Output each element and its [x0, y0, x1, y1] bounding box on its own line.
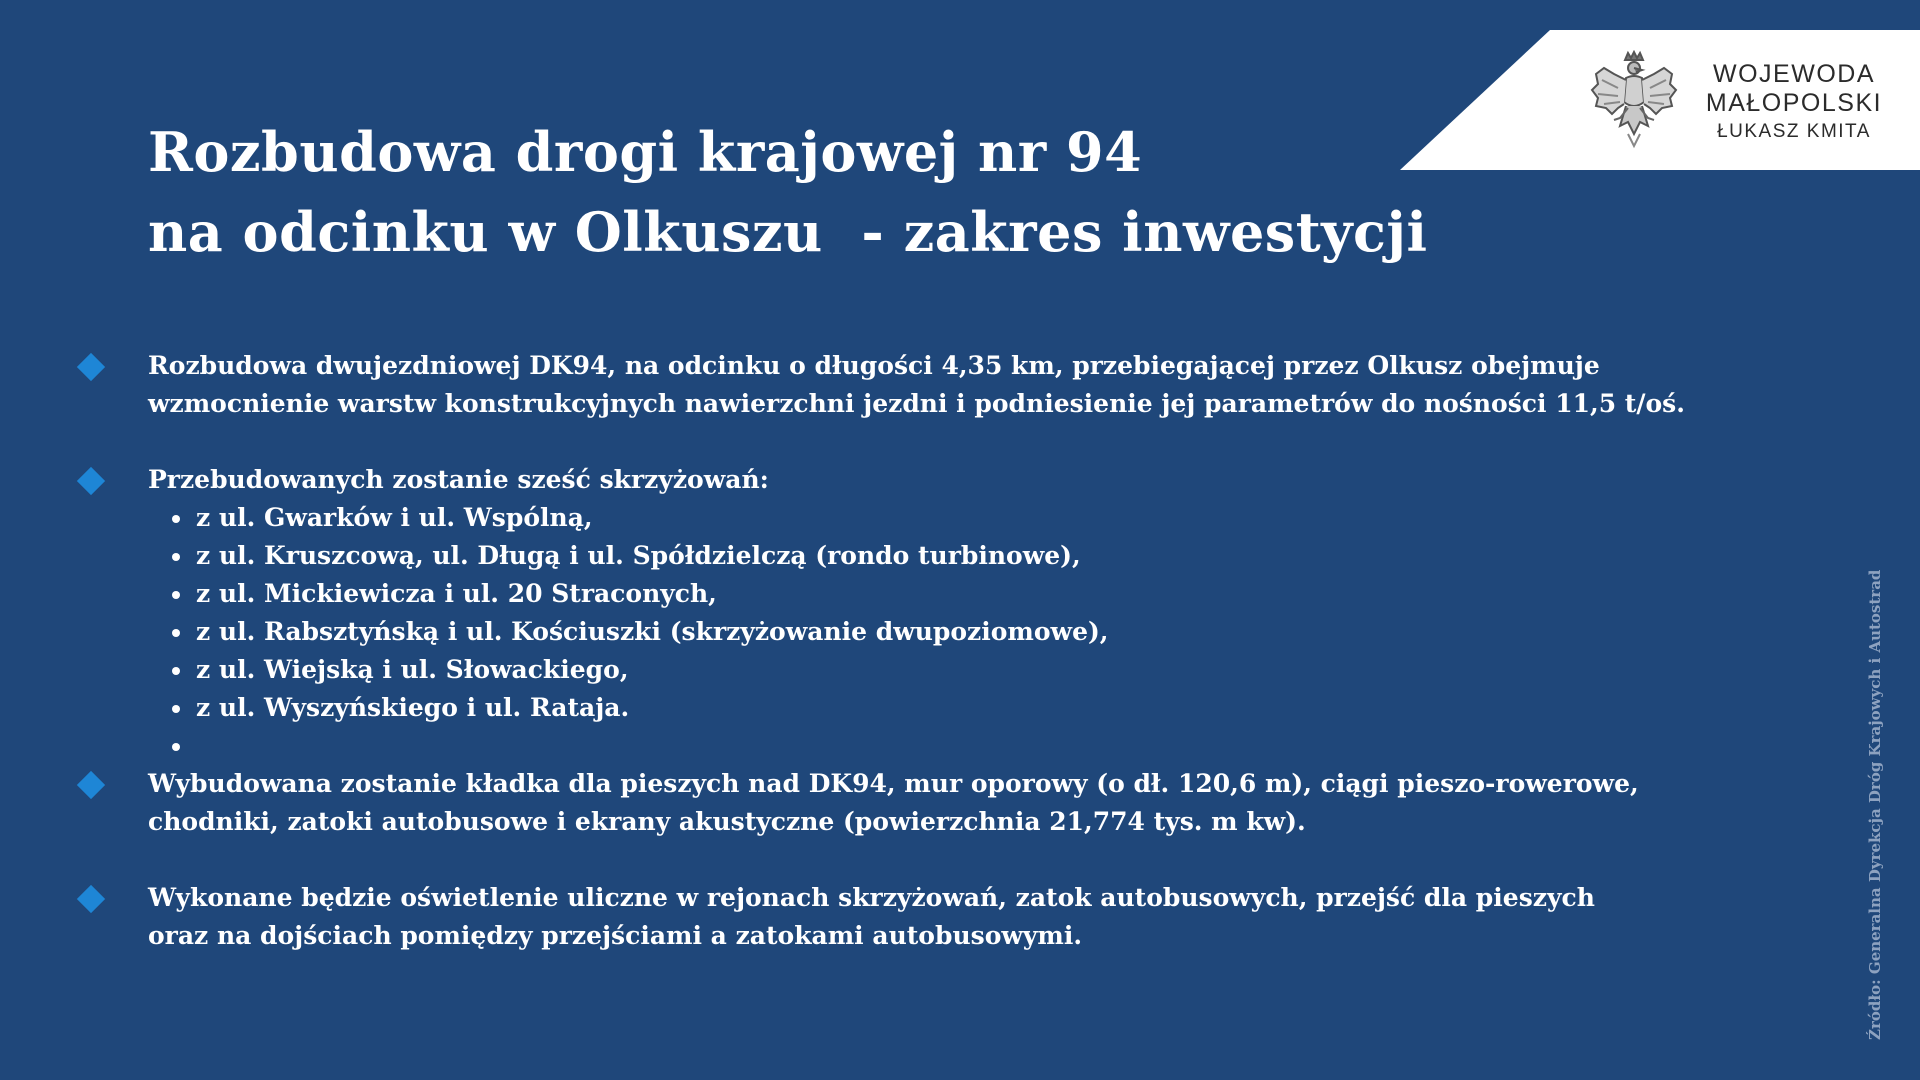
page-title: [148, 112, 1427, 272]
item-text-line: Rozbudowa dwujezdniowej DK94, na odcinku o długości 4,35 km, przebiegającej przez Olkusz obejmuje: [148, 351, 1600, 380]
list-item: [148, 765, 1688, 841]
voivode-logo: [1400, 30, 1920, 170]
sub-list-item-empty: [148, 727, 1688, 765]
diamond-bullet-icon: [77, 885, 105, 913]
intersections-list: [148, 499, 1688, 765]
list-item: [148, 879, 1688, 955]
sub-list-item: z ul. Wiejską i ul. Słowackiego,: [148, 651, 1688, 689]
list-item: [148, 461, 1688, 765]
logo-person-line: ŁUKASZ KMITA: [1717, 121, 1871, 142]
polish-eagle-emblem-icon: [1588, 50, 1680, 150]
source-caption: Źródło: Generalna Dyrekcja Dróg Krajowych i Autostrad: [1866, 569, 1884, 1040]
logo-text: [1694, 60, 1894, 144]
sub-list-item: z ul. Rabsztyńską i ul. Kościuszki (skrzyżowanie dwupoziomowe),: [148, 613, 1688, 651]
item-text-line: oraz na dojściach pomiędzy przejściami a zatokami autobusowymi.: [148, 921, 1083, 950]
logo-region-line: MAŁOPOLSKI: [1705, 89, 1883, 117]
title-line-1: Rozbudowa drogi krajowej nr 94: [148, 120, 1143, 184]
spacer: [148, 423, 1688, 461]
sub-list-item: z ul. Kruszcową, ul. Długą i ul. Spółdzielczą (rondo turbinowe),: [148, 537, 1688, 575]
title-line-2: na odcinku w Olkuszu - zakres inwestycji: [148, 200, 1428, 264]
logo-title-line: WOJEWODA: [1713, 60, 1875, 88]
item-text-line: chodniki, zatoki autobusowe i ekrany akustyczne (powierzchnia 21,774 tys. m kw).: [148, 807, 1306, 836]
item-text-line: Wykonane będzie oświetlenie uliczne w rejonach skrzyżowań, zatok autobusowych, przejść dla pieszych: [148, 883, 1595, 912]
spacer: [148, 841, 1688, 879]
sub-list-item: z ul. Wyszyńskiego i ul. Rataja.: [148, 689, 1688, 727]
sub-list-item: z ul. Mickiewicza i ul. 20 Straconych,: [148, 575, 1688, 613]
diamond-bullet-icon: [77, 467, 105, 495]
item-text-line: Wybudowana zostanie kładka dla pieszych nad DK94, mur oporowy (o dł. 120,6 m), ciągi pieszo-rowerowe,: [148, 769, 1639, 798]
sub-list-item: z ul. Gwarków i ul. Wspólną,: [148, 499, 1688, 537]
diamond-bullet-icon: [77, 353, 105, 381]
diamond-bullet-icon: [77, 771, 105, 799]
list-item: [148, 347, 1688, 423]
item-text-line: wzmocnienie warstw konstrukcyjnych nawierzchni jezdni i podniesienie jej parametrów do nośności 11,5 t/oś.: [148, 389, 1685, 418]
content-list: [148, 347, 1688, 955]
item-text-line: Przebudowanych zostanie sześć skrzyżowań:: [148, 465, 769, 494]
